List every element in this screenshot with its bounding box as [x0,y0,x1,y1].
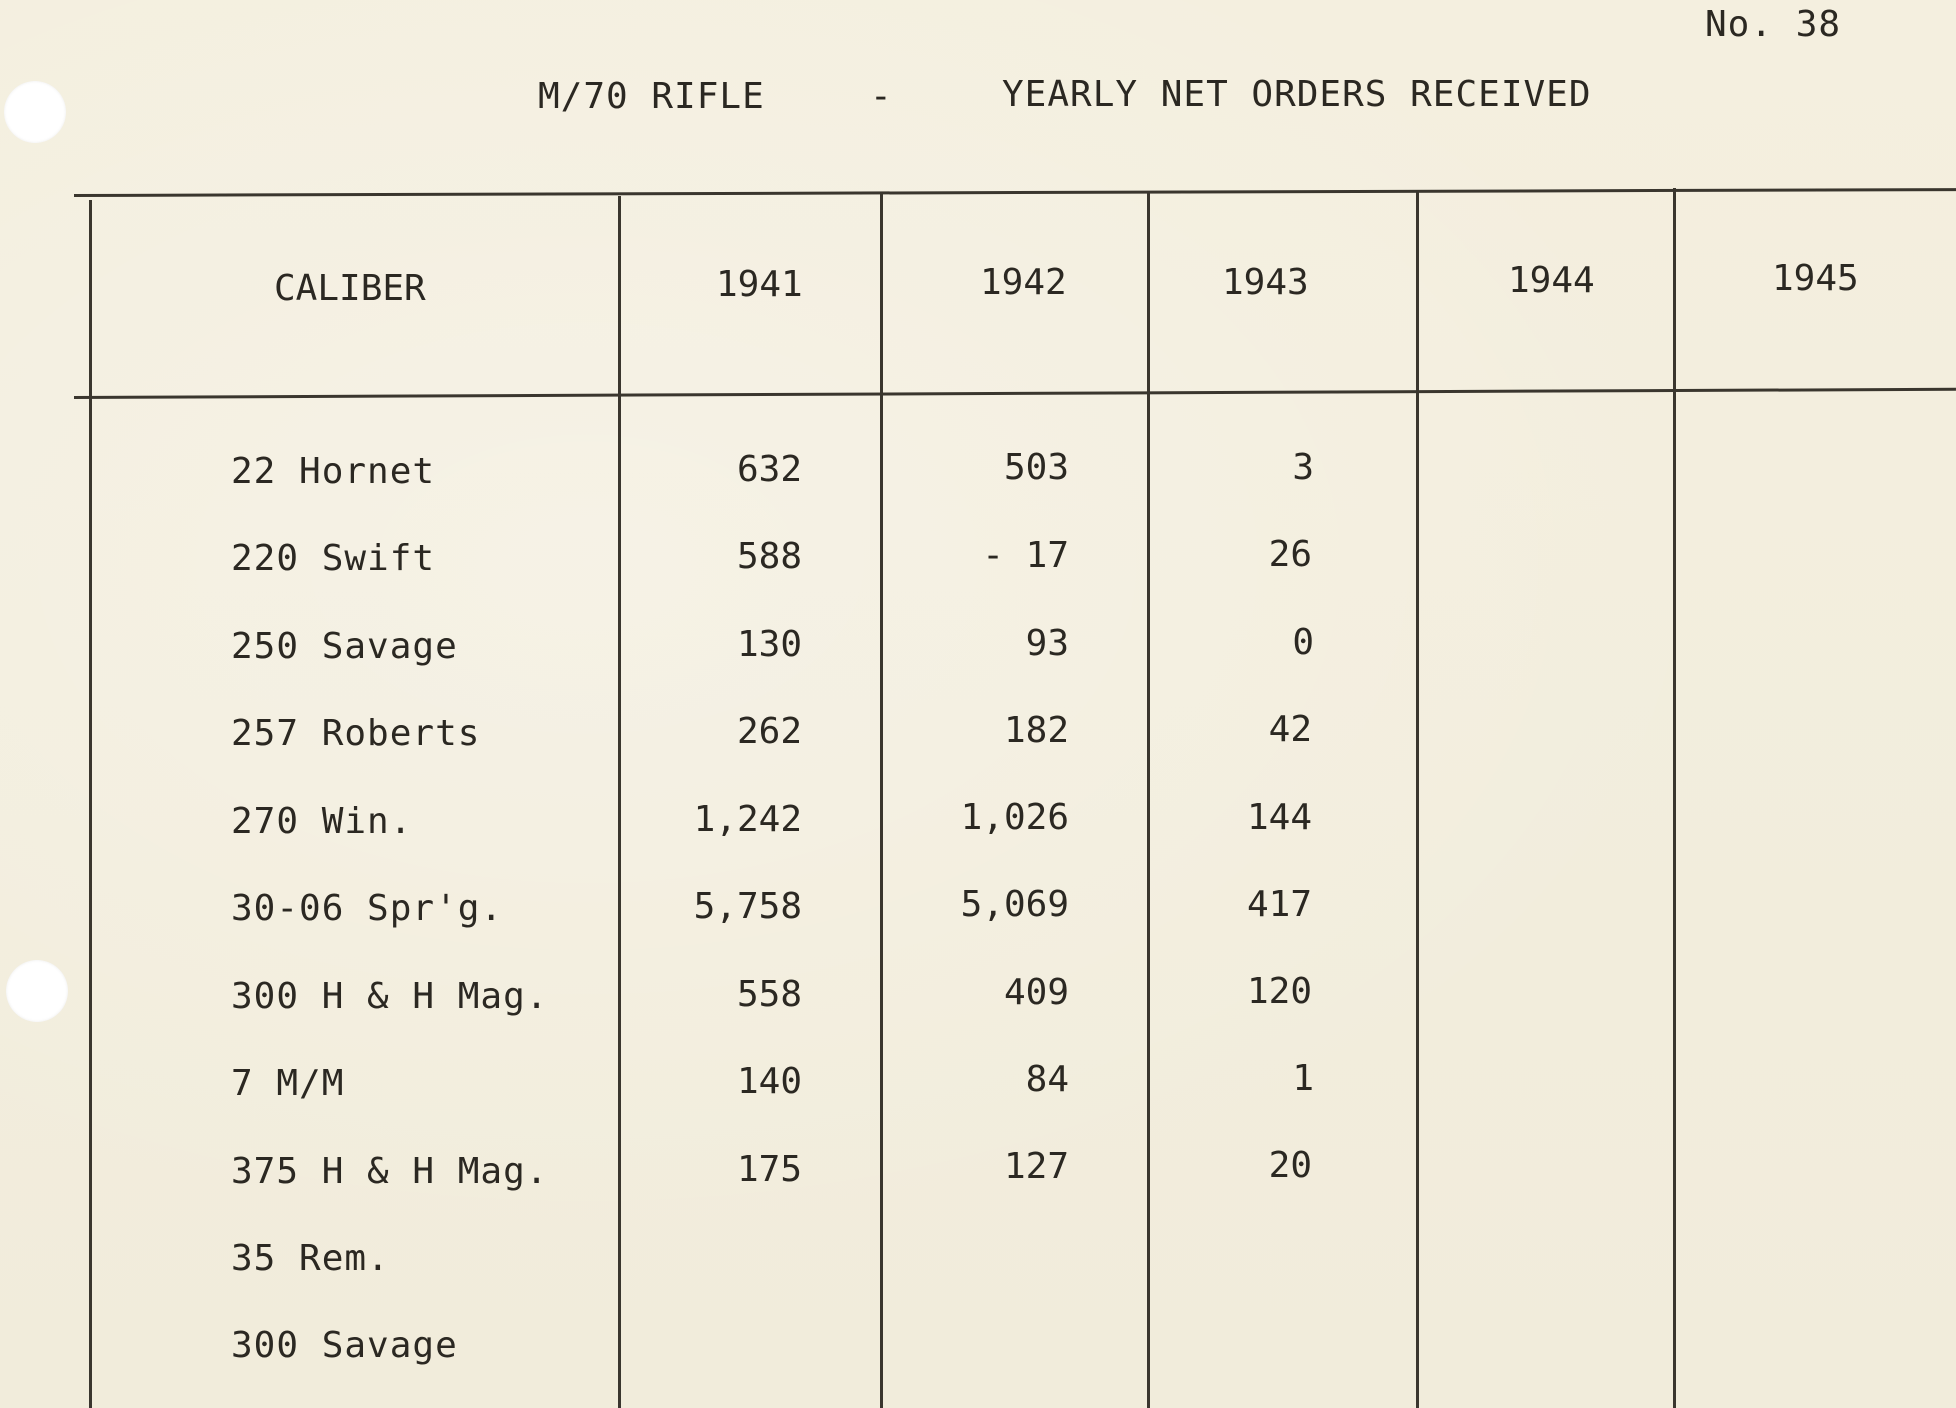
column-rule-4 [1416,190,1419,1408]
value-1941: 588 [736,536,802,577]
value-1942: 84 [1025,1059,1069,1100]
value-1942: 1,026 [960,797,1069,838]
header-1944: 1944 [1508,260,1595,301]
value-1943: 120 [1246,971,1312,1012]
caliber-cell: 300 H & H Mag. [231,976,549,1017]
header-1941: 1941 [716,264,803,305]
value-1941: 140 [736,1061,802,1102]
title-left: M/70 RIFLE [538,76,765,117]
header-caliber: CALIBER [274,268,426,309]
title-dash: - [870,76,893,117]
value-1943: 20 [1268,1145,1312,1186]
caliber-cell: 375 H & H Mag. [231,1151,549,1192]
value-1941: 5,758 [693,886,802,927]
caliber-cell: 220 Swift [231,538,436,579]
header-1942: 1942 [980,262,1067,303]
value-1943: 417 [1246,884,1312,925]
value-1943: 3 [1292,447,1314,488]
value-1943: 42 [1268,709,1312,750]
value-1943: 1 [1292,1058,1314,1099]
title-right: YEARLY NET ORDERS RECEIVED [1002,74,1592,115]
value-1941: 262 [736,711,802,752]
value-1941: 175 [736,1149,802,1190]
value-1942: - 17 [982,535,1069,576]
caliber-cell: 35 Rem. [231,1238,390,1279]
column-rule-5 [1673,188,1676,1408]
value-1941: 130 [736,624,802,665]
caliber-cell: 30-06 Spr'g. [231,888,504,929]
value-1942: 409 [1003,972,1069,1013]
value-1942: 5,069 [960,884,1069,925]
value-1943: 0 [1292,622,1314,663]
table-left-rule [89,200,92,1408]
page-number: No. 38 [1705,4,1842,45]
caliber-cell: 7 M/M [231,1063,345,1104]
value-1942: 93 [1025,623,1069,664]
header-1945: 1945 [1772,258,1859,299]
punch-hole-bottom [6,960,68,1022]
value-1942: 182 [1003,710,1069,751]
value-1941: 632 [736,449,802,490]
caliber-cell: 257 Roberts [231,713,481,754]
value-1943: 26 [1268,534,1312,575]
header-1943: 1943 [1222,262,1309,303]
value-1941: 1,242 [693,799,802,840]
value-1943: 144 [1246,797,1312,838]
value-1941: 558 [736,974,802,1015]
caliber-cell: 250 Savage [231,626,458,667]
caliber-cell: 300 Savage [231,1325,458,1366]
value-1942: 503 [1003,447,1069,488]
caliber-cell: 22 Hornet [231,451,436,492]
value-1942: 127 [1003,1146,1069,1187]
punch-hole-top [4,81,66,143]
caliber-cell: 270 Win. [231,801,413,842]
